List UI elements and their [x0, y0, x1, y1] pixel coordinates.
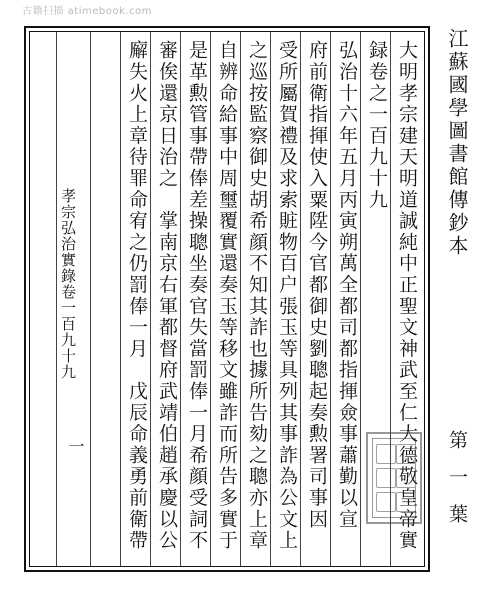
- library-seal: [366, 432, 422, 524]
- text-column-3: 弘治十六年五月丙寅朔萬全都司都指揮僉事蕭勤以宣: [336, 40, 358, 530]
- fold-title: 孝宗弘治實錄卷一百九十九: [59, 188, 77, 380]
- column-rule: [56, 32, 57, 566]
- fold-mark: 一: [66, 438, 85, 454]
- text-column-1: 大明孝宗建天明道誠純中正聖文神武至仁大德敬皇帝實: [396, 40, 418, 552]
- text-column-10: 廨失火上章待罪命宥之仍罰俸一月 戊辰命義勇前衛帶: [126, 40, 148, 552]
- seal-glyph: [396, 444, 416, 464]
- fold-column: [56, 38, 90, 560]
- leaf-number: 第一葉: [446, 430, 468, 541]
- seal-glyph: [376, 444, 396, 464]
- watermark-text: 古籍扫描 atimebook.com: [22, 6, 152, 17]
- text-column-6: 之巡按監察御史胡希顔不知其詐也據所告劾之聰亦上章: [246, 40, 268, 552]
- text-column-4: 府前衛指揮使入粟陞今官都御史劉聰起奏勲署司事因: [306, 40, 328, 530]
- text-column-5: 受所屬賀禮及求索賍物百户張玉等具列其事詐為公文上: [276, 40, 298, 552]
- library-title: 江蘇國學圖書館傳鈔本: [445, 28, 469, 258]
- text-column-9: 審俟還京日治之 掌南京右軍都督府武靖伯趙承慶以公: [156, 40, 178, 552]
- text-column-2: 録卷之一百九十九: [366, 40, 388, 211]
- seal-glyph: [376, 492, 396, 512]
- seal-glyph: [396, 492, 416, 512]
- text-column-8: 是革勲管事帶俸差操聰坐奏官失當罰俸一月希顔受詞不: [186, 40, 208, 552]
- column-rule: [90, 32, 91, 566]
- seal-glyph: [396, 468, 416, 488]
- text-column-7: 自辨命給事中周璽覆實還奏玉等移文雖詐而所告多實于: [216, 40, 238, 552]
- seal-glyph: [376, 468, 396, 488]
- column-rule: [120, 32, 121, 566]
